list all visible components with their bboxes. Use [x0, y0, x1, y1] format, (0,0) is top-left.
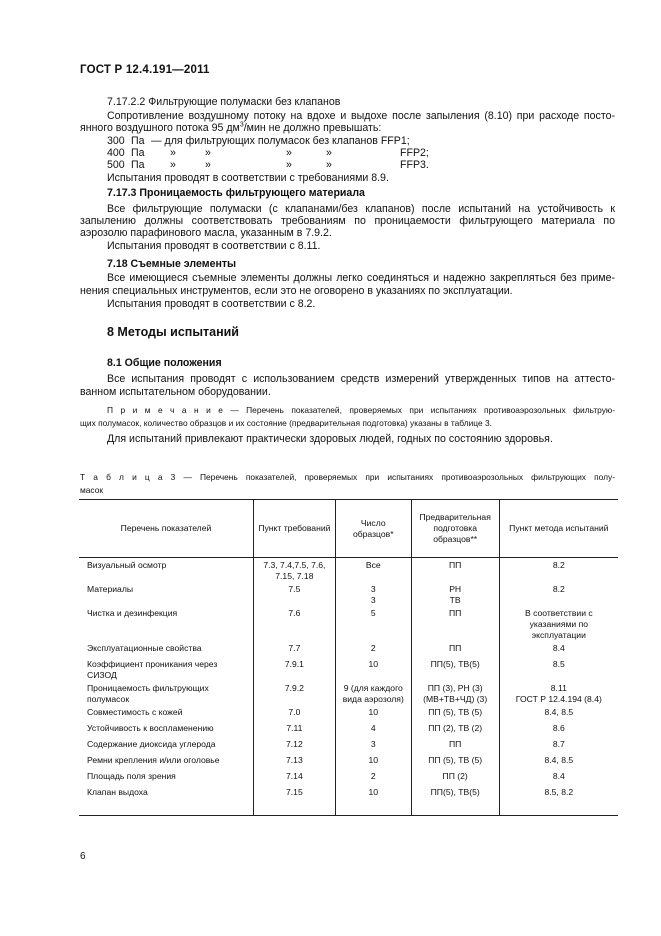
paragraph-line: аэрозолю парафинового масла, указанным в 7.9.2. [80, 227, 332, 239]
table-cell: Содержание диоксида углерода [79, 738, 253, 754]
table-cell: 7.9.1 [253, 658, 335, 682]
ditto-mark: » [326, 147, 332, 159]
table-cell: Эксплуатационные свойства [79, 642, 253, 658]
page-header: ГОСТ Р 12.4.191—2011 [80, 64, 210, 76]
table-cell: Визуальный осмотр [79, 558, 253, 584]
column-header: Пункт метода испытаний [499, 500, 618, 558]
table-row [79, 642, 618, 658]
table-cell: Устойчивость к воспламенению [79, 722, 253, 738]
table-cell: ПП (5), ТВ (5) [411, 706, 499, 722]
ditto-mark: » [286, 159, 292, 171]
table-cell: 2 [335, 642, 411, 658]
table-cell: Все [335, 558, 411, 584]
paragraph-line: Сопротивление воздушному потоку на вдохе и выдохе после запыления (8.10) при расходе посто- [107, 110, 615, 122]
paragraph-line: Испытания проводят в соответствии с 8.11. [107, 240, 321, 252]
table-cell: Коэффициент проникания через СИЗОД [79, 658, 253, 682]
subsection-heading-7-17-3: 7.17.3 Проницаемость фильтрующего материала [107, 187, 365, 199]
pressure-unit: Па [131, 147, 145, 159]
table-cell: Клапан выдоха [79, 786, 253, 816]
table-cell: В соответствии с указаниями по эксплуатации [499, 607, 618, 642]
table-cell: 10 [335, 754, 411, 770]
table-cell: Площадь поля зрения [79, 770, 253, 786]
ditto-mark: » [170, 159, 176, 171]
table-cell: 10 [335, 786, 411, 816]
table-cell: Проницаемость фильтрующих полумасок [79, 682, 253, 706]
table-cell: 7.15 [253, 786, 335, 816]
table-cell: ПП [411, 642, 499, 658]
paragraph-line: Все испытания проводят с использованием средств измерений утвержденных типов на аттесто- [107, 373, 615, 385]
table-cell: 8.2 [499, 583, 618, 607]
ditto-mark: » [205, 159, 211, 171]
table-cell: Совместимость с кожей [79, 706, 253, 722]
page-number: 6 [80, 851, 86, 862]
table-cell: Ремни крепления и/или оголовье [79, 754, 253, 770]
paragraph-line: янного воздушного потока 95 $дм^3$/мин не должно превышать: [80, 121, 382, 134]
table-cell: Материалы [79, 583, 253, 607]
subsection-heading-7-17-2-2: 7.17.2.2 Фильтрующие полумаски без клапанов [107, 96, 341, 108]
table-cell: 4 [335, 722, 411, 738]
table-cell: ПП (2) [411, 770, 499, 786]
table-row [79, 722, 618, 738]
table-cell: 7.0 [253, 706, 335, 722]
table-row [79, 607, 618, 642]
table-cell: 7.14 [253, 770, 335, 786]
table-cell: Чистка и дезинфекция [79, 607, 253, 642]
table-cell: ПП(5), ТВ(5) [411, 786, 499, 816]
paragraph-line: Испытания проводят в соответствии с 8.2. [107, 298, 316, 310]
column-header: Перечень показателей [79, 500, 253, 558]
table-row [79, 658, 618, 682]
table-cell: 7.7 [253, 642, 335, 658]
table-3 [79, 499, 618, 816]
table-cell: 2 [335, 770, 411, 786]
note-line: щих полумасок, количество образцов и их состояние (предварительная подготовка) указаны в таблице 3. [80, 418, 492, 428]
table-cell: 10 [335, 706, 411, 722]
table-cell: ПП (2), ТВ (2) [411, 722, 499, 738]
table-cell: 7.5 [253, 583, 335, 607]
table-cell: 8.4, 8.5 [499, 754, 618, 770]
pressure-value: 400 [107, 147, 125, 159]
paragraph-line: Все имеющиеся съемные элементы должны легко соединяться и надежно закрепляться без приме- [107, 272, 615, 284]
table-cell: 3 [335, 738, 411, 754]
ditto-mark: » [326, 159, 332, 171]
table-header-row [79, 500, 618, 558]
ditto-mark: » [286, 147, 292, 159]
table-cell: ПП(5), ТВ(5) [411, 658, 499, 682]
table-cell: 7.11 [253, 722, 335, 738]
table-cell: 3 3 [335, 583, 411, 607]
table-cell: 7.9.2 [253, 682, 335, 706]
table-cell: 8.4 [499, 770, 618, 786]
table-cell: 7.3, 7.4,7.5, 7.6, 7.15, 7.18 [253, 558, 335, 584]
ditto-mark: » [205, 147, 211, 159]
pressure-unit: Па [131, 159, 145, 171]
pressure-value: 500 [107, 159, 125, 171]
paragraph-line: Для испытаний привлекают практически здоровых людей, годных по состоянию здоровья. [107, 433, 553, 445]
section-title-8: 8 Методы испытаний [107, 325, 239, 339]
paragraph-line: нения специальных инструментов, если это не оговорено в указаниях по эксплуатации. [80, 285, 513, 297]
table-body [79, 558, 618, 816]
table-cell: 7.13 [253, 754, 335, 770]
table-row [79, 682, 618, 706]
table-cell: 10 [335, 658, 411, 682]
column-header: Предварительная подготовка образцов** [411, 500, 499, 558]
pressure-value: 300 [107, 135, 125, 147]
table-row [79, 583, 618, 607]
pressure-text: — для фильтрующих полумасок без клапанов FFP1; [151, 135, 410, 147]
table-cell: 8.5 [499, 658, 618, 682]
ditto-mark: » [170, 147, 176, 159]
filter-class: FFP3. [400, 159, 429, 171]
table-cell: 8.4, 8.5 [499, 706, 618, 722]
pressure-unit: Па [131, 135, 145, 147]
table-cell: 8.4 [499, 642, 618, 658]
table-cell: ПП [411, 558, 499, 584]
table-cell: РН ТВ [411, 583, 499, 607]
table-row [79, 786, 618, 816]
paragraph-line: запылению должны соответствовать требованиям по проницаемости фильтрующего материала по [80, 215, 615, 227]
table-cell: ПП [411, 738, 499, 754]
table-row [79, 706, 618, 722]
table-row [79, 754, 618, 770]
table-cell: 7.12 [253, 738, 335, 754]
table-caption: Т а б л и ц а 3 — Перечень показателей, проверяемых при испытаниях противоаэрозольных фильтрующих полу- [80, 472, 615, 482]
table-cell: 8.5, 8.2 [499, 786, 618, 816]
paragraph-line: Испытания проводят в соответствии с требованиями 8.9. [107, 172, 389, 184]
subsection-heading-7-18: 7.18 Съемные элементы [107, 258, 237, 270]
table-cell: ПП (5), ТВ (5) [411, 754, 499, 770]
table-cell: ПП [411, 607, 499, 642]
table-caption: масок [80, 485, 104, 495]
subsection-heading-8-1: 8.1 Общие положения [107, 357, 222, 369]
table-cell: 9 (для каждого вида аэрозоля) [335, 682, 411, 706]
table-cell: 7.6 [253, 607, 335, 642]
table-cell: ПП (3), РН (3) (МВ+ТВ+ЧД) (3) [411, 682, 499, 706]
table-row [79, 738, 618, 754]
paragraph-line: Все фильтрующие полумаски (с клапанами/без клапанов) после испытаний на устойчивость к [107, 203, 615, 215]
table-cell: 8.6 [499, 722, 618, 738]
paragraph-line: ванном испытательном оборудовании. [80, 386, 271, 398]
column-header: Пункт требований [253, 500, 335, 558]
table-row [79, 770, 618, 786]
table-cell: 8.2 [499, 558, 618, 584]
table-row [79, 558, 618, 584]
filter-class: FFP2; [400, 147, 429, 159]
table-cell: 8.11 ГОСТ Р 12.4.194 (8.4) [499, 682, 618, 706]
table-cell: 5 [335, 607, 411, 642]
note-line: П р и м е ч а н и е — Перечень показателей, проверяемых при испытаниях противоаэрозольных фильтрую- [107, 405, 615, 415]
column-header: Число образцов* [335, 500, 411, 558]
table-cell: 8.7 [499, 738, 618, 754]
